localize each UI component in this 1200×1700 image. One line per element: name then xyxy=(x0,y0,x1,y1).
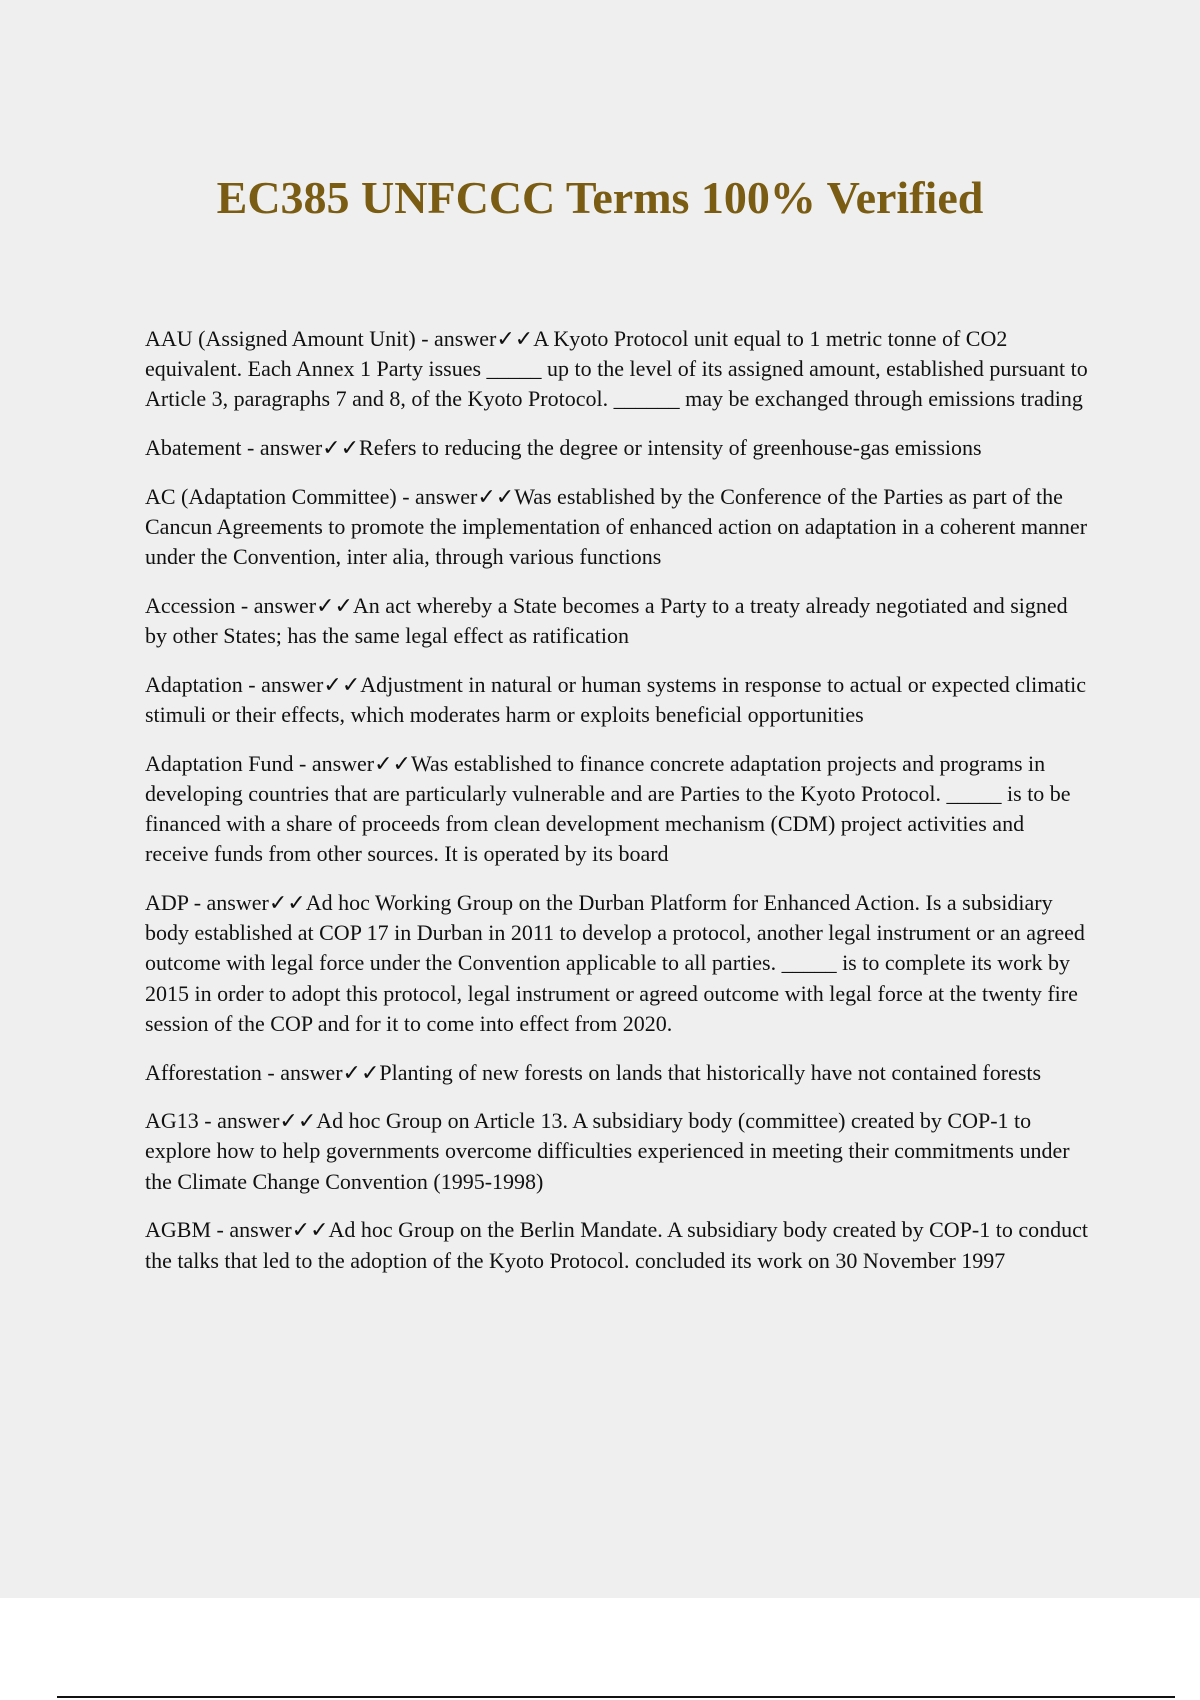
document-title: EC385 UNFCCC Terms 100% Verified xyxy=(216,172,984,223)
glossary-entry-agbm: AGBM - answer✓✓Ad hoc Group on the Berlin Mandate. A subsidiary body created by COP-1 to conduct the talks that led to the adoption of the Kyoto Protocol. concluded its work on 30 November 1997 xyxy=(145,1217,1088,1273)
glossary-entry-aau: AAU (Assigned Amount Unit) - answer✓✓A Kyoto Protocol unit equal to 1 metric tonne of CO2 equivalent. Each Annex 1 Party issues _____ up to the level of its assigned amount, established pursuant to Article 3, paragraphs 7 and 8, of the Kyoto Protocol. ______ may be exchanged through emissions trading xyxy=(145,326,1088,412)
page-divider xyxy=(57,1696,1175,1698)
glossary-entry-abatement: Abatement - answer✓✓Refers to reducing the degree or intensity of greenhouse-gas emissions xyxy=(145,435,982,461)
glossary-entry-adp: ADP - answer✓✓Ad hoc Working Group on the Durban Platform for Enhanced Action. Is a subsidiary body established at COP 17 in Durban in 2011 to develop a protocol, another legal instrument or an agreed outcome with legal force under the Convention applicable to all parties. _____ is to complete its work by 2015 in order to adopt this protocol, legal instrument or agreed outcome with legal force at the twenty fire session of the COP and for it to come into effect from 2020. xyxy=(145,890,1085,1036)
glossary-entry-ac: AC (Adaptation Committee) - answer✓✓Was established by the Conference of the Parties as part of the Cancun Agreements to promote the implementation of enhanced action on adaptation in a coherent manner under the Convention, inter alia, through various functions xyxy=(145,483,1088,570)
glossary-entry-accession: Accession - answer✓✓An act whereby a State becomes a Party to a treaty already negotiated and signed by other States; has the same legal effect as ratification xyxy=(145,592,1068,649)
glossary-list xyxy=(145,324,1090,1294)
glossary-entry-adaptation-fund: Adaptation Fund - answer✓✓Was established to finance concrete adaptation projects and programs in developing countries that are particularly vulnerable and are Parties to the Kyoto Protocol. _____ is to be financed with a share of proceeds from clean development mechanism (CDM) project activities and receive funds from other sources. It is operated by its board xyxy=(145,750,1071,867)
glossary-entry-adaptation: Adaptation - answer✓✓Adjustment in natural or human systems in response to actual or expected climatic stimuli or their effects, which moderates harm or exploits beneficial opportunities xyxy=(145,671,1087,728)
glossary-entry-ag13: AG13 - answer✓✓Ad hoc Group on Article 13. A subsidiary body (committee) created by COP-1 to explore how to help governments overcome difficulties experienced in meeting their commitments under the Climate Change Convention (1995-1998) xyxy=(145,1108,1070,1194)
glossary-entry-afforestation: Afforestation - answer✓✓Planting of new forests on lands that historically have not contained forests xyxy=(145,1059,1042,1085)
